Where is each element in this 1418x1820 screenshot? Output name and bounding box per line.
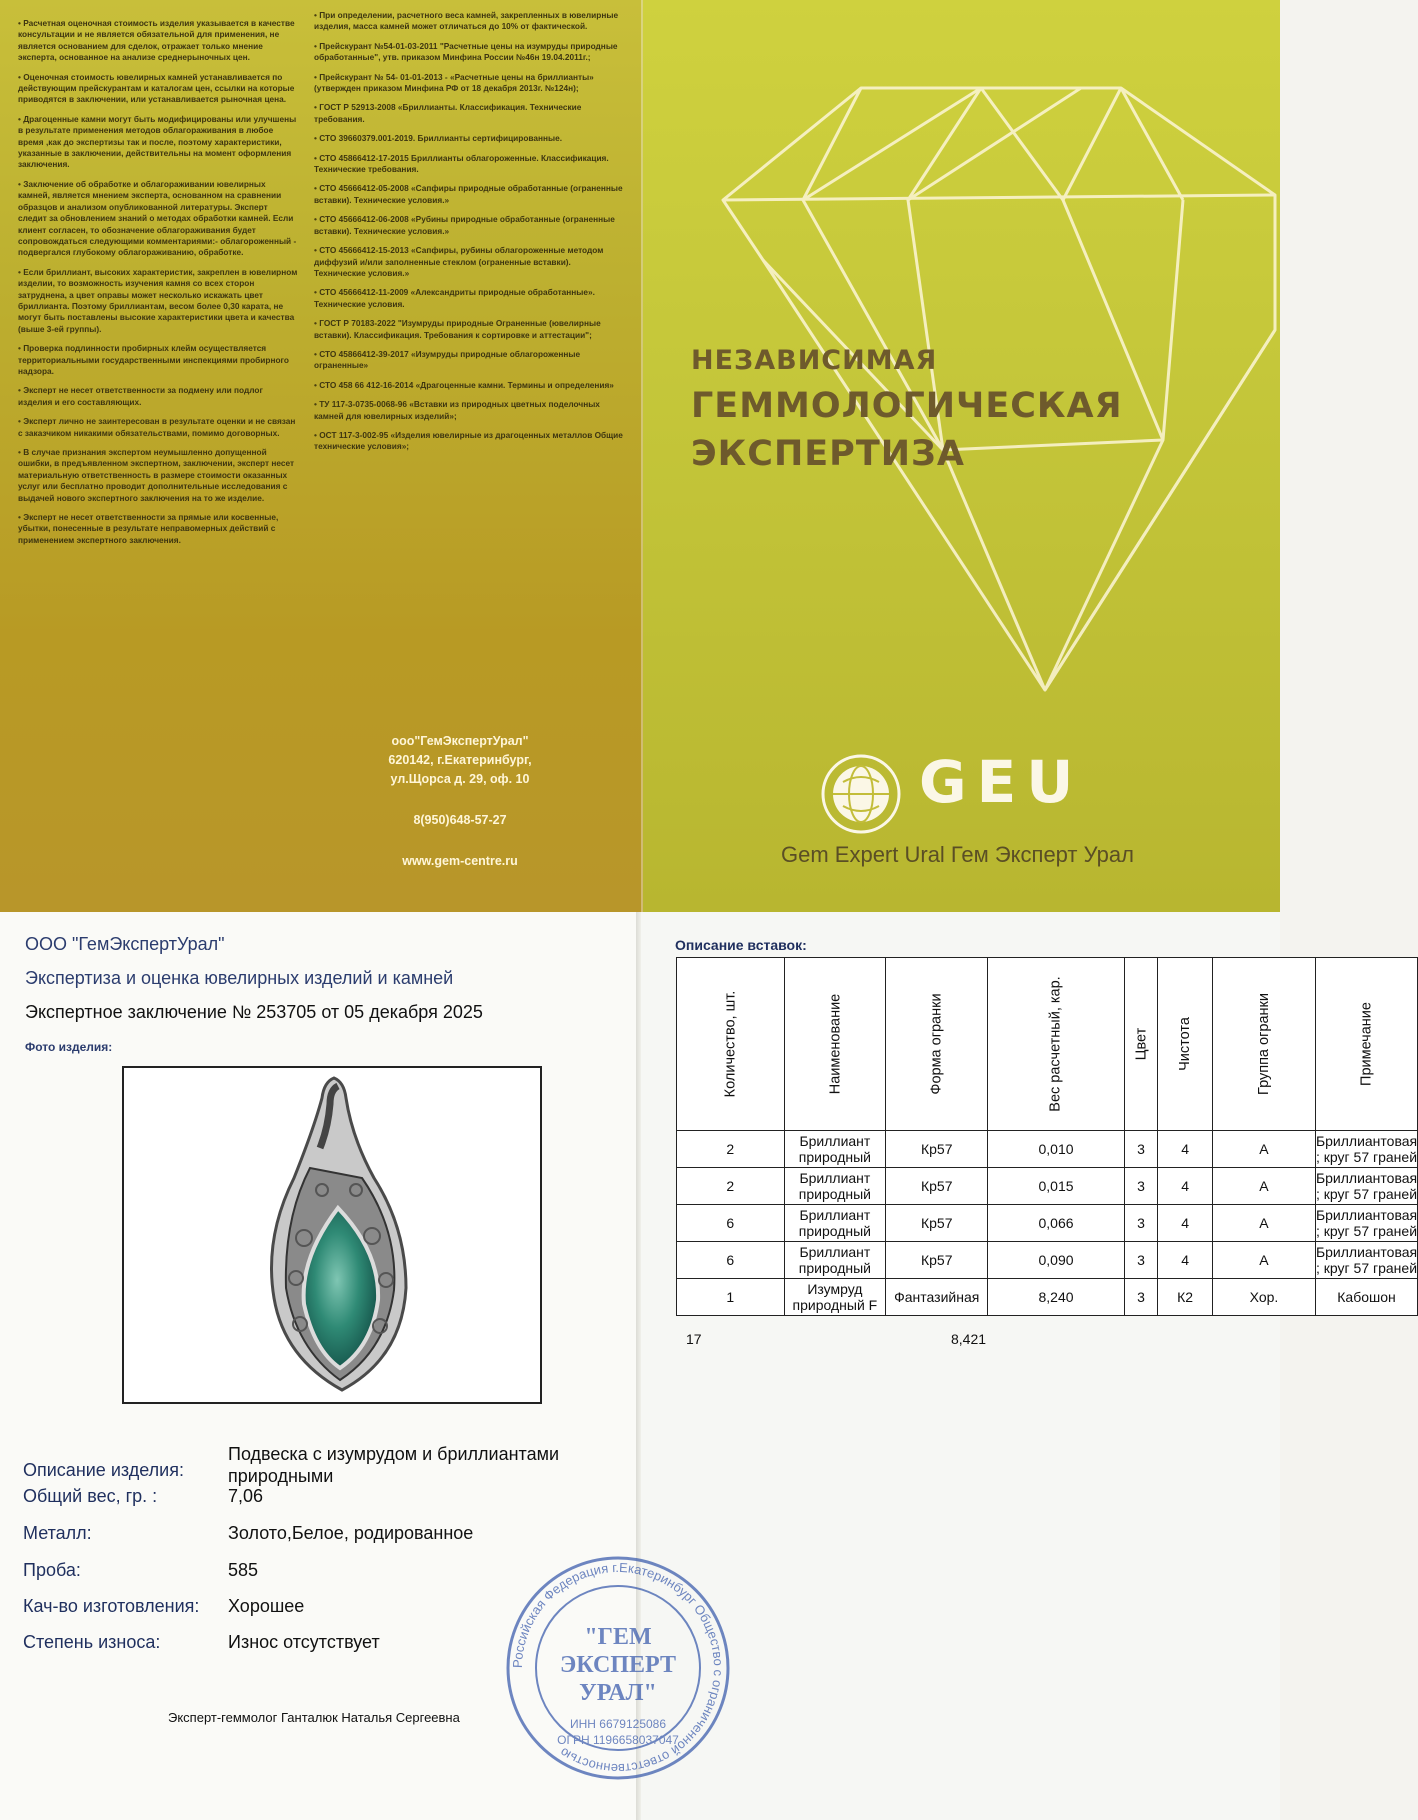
table-cell: А (1213, 1205, 1316, 1242)
stamp-line-2: ЭКСПЕРТ (559, 1652, 677, 1678)
table-cell: 3 (1124, 1205, 1158, 1242)
col-header: Вес расчетный, кар. (988, 958, 1124, 1131)
globe-emblem-icon (819, 752, 903, 836)
standard-paragraph: • СТО 45666412-05-2008 «Сапфиры природные обработанные (ограненные вставки). Технические условия.» (314, 183, 624, 206)
disclaimer-paragraph: • Проверка подлинности пробирных клейм осуществляется территориальными государственными инспекциями пробирного надзора. (18, 343, 298, 377)
table-cell: Бриллиантовая ; круг 57 граней (1315, 1205, 1417, 1242)
table-row (677, 1131, 1418, 1168)
table-cell: 3 (1124, 1168, 1158, 1205)
title-line-3: ЭКСПЕРТИЗА (691, 434, 965, 474)
disclaimer-paragraph: • Если бриллиант, высоких характеристик, закреплен в ювелирном изделии, то возможность изучения камня со всех сторон затруднена, а цвет оправы может несколько искажать цвет бриллианта. Поэтому бриллиантам, весом более 0,30 карата, не могут быть поставлены высокие характеристики цвета и качества (выше 3-ей группы). (18, 267, 298, 335)
table-row (677, 1205, 1418, 1242)
table-cell: Хор. (1213, 1279, 1316, 1316)
col-header: Количество, шт. (677, 958, 785, 1131)
field-value: Подвеска с изумрудом и бриллиантами природными (228, 1444, 560, 1486)
stamp-line-3: УРАЛ" (579, 1680, 657, 1706)
org-name: ООО "ГемЭкспертУрал" (25, 934, 225, 954)
table-row (677, 1242, 1418, 1279)
photo-label: Фото изделия: (25, 1040, 113, 1054)
table-cell: 0,090 (988, 1242, 1124, 1279)
table-cell: 6 (677, 1205, 785, 1242)
table-row (677, 1168, 1418, 1205)
field-label: Описание изделия: (23, 1460, 184, 1480)
table-cell: А (1213, 1242, 1316, 1279)
col-header: Чистота (1158, 958, 1213, 1131)
col-header: Наименование (784, 958, 886, 1131)
brand-subtitle: Gem Expert Ural Гем Эксперт Урал (781, 842, 1134, 867)
inserts-table (676, 957, 1418, 1316)
col-header: Форма огранки (886, 958, 988, 1131)
total-weight: 8,421 (951, 1331, 987, 1347)
standard-paragraph: • СТО 45866412-39-2017 «Изумруды природные облагороженные ограненные» (314, 349, 624, 372)
inserts-table-body (677, 1131, 1418, 1316)
table-cell: 4 (1158, 1205, 1213, 1242)
table-cell: Бриллиант природный (784, 1205, 886, 1242)
standard-paragraph: • ГОСТ Р 52913-2008 «Бриллианты. Классификация. Технические требования. (314, 102, 624, 125)
standard-paragraph: • Прейскурант № 54- 01-01-2013 - «Расчетные цены на бриллианты» (утвержден приказом Минфина РФ от 18 декабря 2013г. №124н); (314, 72, 624, 95)
disclaimer-column (18, 18, 298, 554)
company-stamp (498, 1548, 738, 1788)
table-cell: Кр57 (886, 1131, 988, 1168)
table-cell: 1 (677, 1279, 785, 1316)
inserts-label: Описание вставок: (675, 937, 807, 953)
table-cell: 2 (677, 1168, 785, 1205)
table-cell: 3 (1124, 1242, 1158, 1279)
disclaimer-paragraph: • Расчетная оценочная стоимость изделия указывается в качестве консультации и не является обязательной для применения, не является основанием для сделок, отражает только мнение эксперта, основанное на анализе среднерыночных цен. (18, 18, 298, 64)
table-cell: Изумруд природный F (784, 1279, 886, 1316)
stamp-inn: ИНН 6679125086 (569, 1717, 667, 1731)
disclaimer-paragraph: • Эксперт не несет ответственности за подмену или подлог изделия и его составляющих. (18, 385, 298, 408)
cover-panel (643, 0, 1280, 912)
table-cell: 0,010 (988, 1131, 1124, 1168)
contact-site[interactable]: www.gem-centre.ru (402, 854, 518, 868)
table-cell: 0,015 (988, 1168, 1124, 1205)
table-cell: 3 (1124, 1131, 1158, 1168)
col-header: Цвет (1124, 958, 1158, 1131)
standard-paragraph: • ОСТ 117-3-002-95 «Изделия ювелирные из драгоценных металлов Общие технические условия»; (314, 430, 624, 453)
geu-logo (819, 748, 1084, 841)
field-label: Кач-во изготовления: (23, 1596, 200, 1616)
disclaimer-paragraph: • Драгоценные камни могут быть модифицированы или улучшены в результате применения методов облагораживания в любое время ,как до экспертизы так и после, поэтому характеристики, указанные в заключении, действительны на момент оформления заключения. (18, 114, 298, 171)
table-cell: 4 (1158, 1242, 1213, 1279)
table-cell: Кабошон (1315, 1279, 1417, 1316)
contact-phone: 8(950)648-57-27 (413, 813, 507, 827)
field-label: Металл: (23, 1523, 92, 1543)
field-value: 585 (228, 1560, 259, 1580)
stamp-ogrn: ОГРН 1196658037047 (557, 1733, 679, 1747)
brochure-panel (0, 0, 1280, 912)
contact-street: ул.Щорса д. 29, оф. 10 (390, 772, 530, 786)
table-cell: А (1213, 1131, 1316, 1168)
table-cell: К2 (1158, 1279, 1213, 1316)
table-cell: Кр57 (886, 1242, 988, 1279)
table-cell: 4 (1158, 1131, 1213, 1168)
table-row (677, 1279, 1418, 1316)
table-cell: Бриллиантовая ; круг 57 граней (1315, 1242, 1417, 1279)
title-line-2: ГЕММОЛОГИЧЕСКАЯ (691, 386, 1123, 426)
expert-signature-line: Эксперт-геммолог Ганталюк Наталья Сергеевна (168, 1710, 460, 1725)
cover-title (691, 342, 1123, 476)
table-cell: Кр57 (886, 1205, 988, 1242)
conclusion-number: Экспертное заключение № 253705 от 05 декабря 2025 (25, 1002, 483, 1022)
table-cell: 4 (1158, 1168, 1213, 1205)
table-cell: 3 (1124, 1279, 1158, 1316)
table-cell: Фантазийная (886, 1279, 988, 1316)
disclaimer-paragraph: • Заключение об обработке и облагораживании ювелирных камней, является мнением эксперта, основанном на сравнении образцов и анализом опубликованной литературы. Эксперт следит за обновлением знаний о методах обработки камней. Если клиент согласен, то обозначение облагораживания будет сопровождаться следующими комментариями:- облагороженный - подвергался глубокому облагораживанию, обработке. (18, 179, 298, 259)
standard-paragraph: • СТО 45666412-11-2009 «Александриты природные обработанные». Технические условия. (314, 287, 624, 310)
contact-company: ооо"ГемЭкспертУрал" (391, 734, 529, 748)
field-value: Золото,Белое, родированное (228, 1523, 474, 1543)
col-header: Примечание (1315, 958, 1417, 1131)
field-label: Проба: (23, 1560, 81, 1580)
col-header: Группа огранки (1213, 958, 1316, 1131)
total-count: 17 (686, 1331, 702, 1347)
field-value: Износ отсутствует (228, 1632, 380, 1652)
standard-paragraph: • СТО 45666412-15-2013 «Сапфиры, рубины облагороженные методом диффузий и/или заполненные стеклом (ограненные вставки). Технические условия.» (314, 245, 624, 279)
pendant-image (124, 1068, 540, 1402)
contact-city: 620142, г.Екатеринбург, (388, 753, 532, 767)
table-cell: Бриллиант природный (784, 1168, 886, 1205)
standard-paragraph: • ТУ 117-3-0735-0068-96 «Вставки из природных цветных поделочных камней для ювелирных изделий»; (314, 399, 624, 422)
stamp-ring-text: Российская Федерация г.Екатеринбург Общество с ограниченной ответственностью (509, 1559, 727, 1777)
table-cell: Бриллиант природный (784, 1131, 886, 1168)
standard-paragraph: • СТО 45866412-17-2015 Бриллианты облагороженные. Классификация. Технические требования. (314, 153, 624, 176)
disclaimer-paragraph: • В случае признания экспертом неумышленно допущенной ошибки, в предъявленном экспертном, заключении, эксперт несет материальную ответственность в размере стоимости оказанных услуг или бесплатно проводит дополнительные исследования с выдачей нового экспертного заключения на то же изделие. (18, 447, 298, 504)
standard-paragraph: • СТО 458 66 412-16-2014 «Драгоценные камни. Термины и определения» (314, 380, 624, 391)
logo-wordmark: GEU (919, 748, 1084, 816)
disclaimer-paragraph: • Оценочная стоимость ювелирных камней устанавливается по действующим прейскурантам и каталогам цен, ссылки на которые приводятся в заключении, или устанавливается рыночная цена. (18, 72, 298, 106)
standard-paragraph: • При определении, расчетного веса камней, закрепленных в ювелирные изделия, масса камней может отличаться до 10% от фактической. (314, 10, 624, 33)
table-cell: Кр57 (886, 1168, 988, 1205)
contact-block (340, 732, 580, 871)
org-activity: Экспертиза и оценка ювелирных изделий и камней (25, 968, 454, 988)
table-cell: 0,066 (988, 1205, 1124, 1242)
table-cell: Бриллиантовая ; круг 57 граней (1315, 1168, 1417, 1205)
table-cell: 6 (677, 1242, 785, 1279)
table-header-row (677, 958, 1418, 1131)
standard-paragraph: • СТО 39660379.001-2019. Бриллианты сертифицированные. (314, 133, 624, 144)
standard-paragraph: • СТО 45666412-06-2008 «Рубины природные обработанные (ограненные вставки). Технические условия.» (314, 214, 624, 237)
standard-paragraph: • Прейскурант №54-01-03-2011 "Расчетные цены на изумруды природные обработанные", утв. приказом Минфина России №46н 19.04.2011г.; (314, 41, 624, 64)
table-cell: Бриллиантовая ; круг 57 граней (1315, 1131, 1417, 1168)
field-value: 7,06 (228, 1486, 264, 1506)
title-line-1: НЕЗАВИСИМАЯ (691, 345, 938, 376)
stamp-line-1: "ГЕМ (584, 1624, 652, 1650)
field-label: Степень износа: (23, 1632, 161, 1652)
field-label: Общий вес, гр. : (23, 1486, 158, 1506)
disclaimer-paragraph: • Эксперт не несет ответственности за прямые или косвенные, убытки, понесенные в результате неправомерных действий с применением экспертного заключения. (18, 512, 298, 546)
table-cell: 2 (677, 1131, 785, 1168)
table-cell: 8,240 (988, 1279, 1124, 1316)
standard-paragraph: • ГОСТ Р 70183-2022 "Изумруды природные Ограненные (ювелирные вставки). Классификация. Требования к сортировке и аттестации"; (314, 318, 624, 341)
standards-column (314, 10, 624, 461)
disclaimer-paragraph: • Эксперт лично не заинтересован в результате оценки и не связан с заказчиком никакими обязательствами, помимо договорных. (18, 416, 298, 439)
table-cell: Бриллиант природный (784, 1242, 886, 1279)
table-cell: А (1213, 1168, 1316, 1205)
item-photo (122, 1066, 542, 1404)
field-value: Хорошее (228, 1596, 305, 1616)
